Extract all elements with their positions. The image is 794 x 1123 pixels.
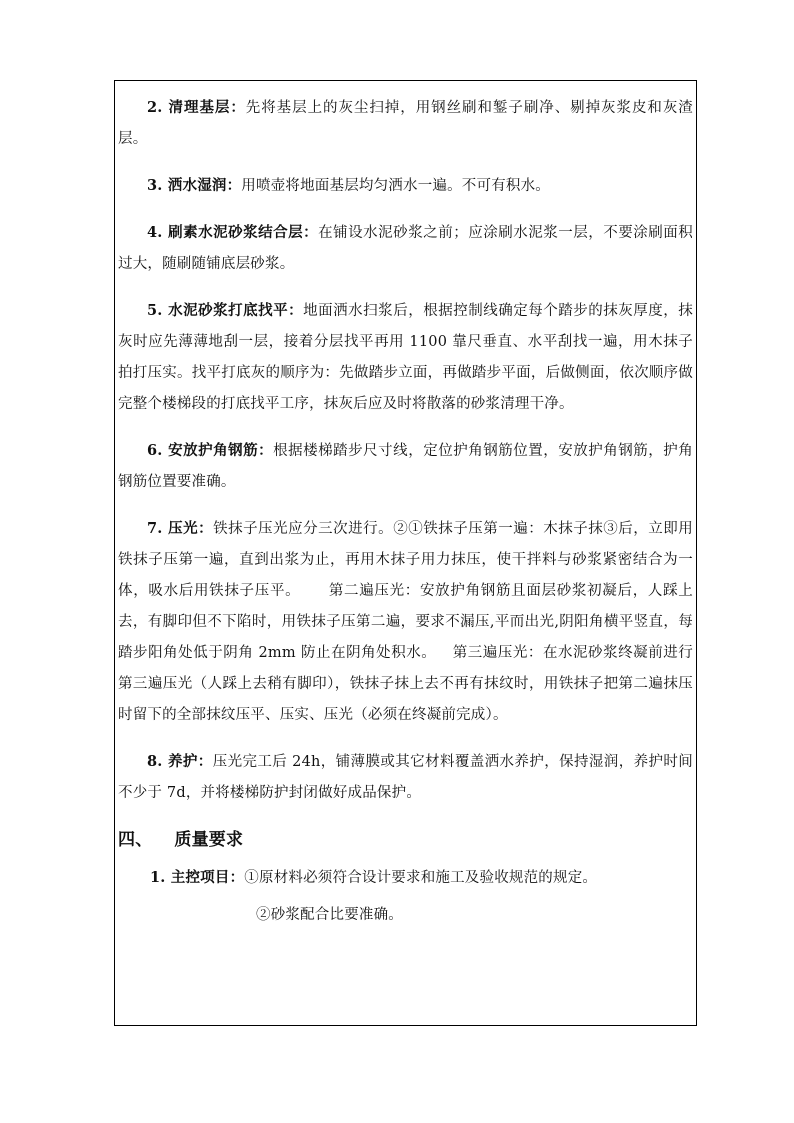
para-number: 8.: [147, 753, 168, 770]
para-number: 7.: [147, 520, 169, 537]
para-text-second-pass: 第二遍压光：安放护角钢筋且面层砂浆初凝后，人踩上去，有脚印但不下陷时，用铁抹子压第二遍，要求不漏压,平而出光,阴阳角横平竖直，每踏步阳角处低于阴角 2mm 防止在阴角处积水。: [118, 583, 693, 661]
para-number: 6.: [147, 442, 169, 459]
para-number: 3.: [147, 177, 168, 194]
para-title: 刷素水泥砂浆结合层：: [168, 224, 319, 241]
para-text-third-pass: 第三遍压光：在水泥砂浆终凝前进行第三遍压光（人踩上去稍有脚印），铁抹子抹上去不再有抹纹时，用铁抹子把第二遍抹压时留下的全部抹纹压平、压实、压光（必须在终凝前完成）。: [118, 645, 694, 723]
section-heading-quality: [118, 824, 693, 856]
paragraph-leveling: [118, 295, 693, 420]
document-body: [118, 92, 693, 931]
para-title: 清理基层：: [168, 99, 246, 116]
main-control-item-2: ②砂浆配合比要准确。: [256, 907, 403, 923]
section-title: 质量要求: [174, 830, 244, 850]
para-text: 地面洒水扫浆后，根据控制线确定每个踏步的抹灰厚度，抹灰时应先薄薄地刮一层，接着分层找平再用 1100 靠尺垂直、水平刮找一遍，用木抹子拍打压实。找平打底灰的顺序为：先做踏步立面，再做踏步平面，后做侧面，依次顺序做完整个楼梯段的打底找平工序，抹灰后应及时将散落的砂浆清理干净。: [118, 303, 693, 412]
section-number: 四、: [118, 830, 153, 850]
para-number: 5.: [147, 302, 169, 319]
item-label: 1. 主控项目：: [150, 869, 245, 886]
para-title: 洒水湿润：: [167, 177, 242, 194]
item-1: ①原材料必须符合设计要求和施工及验收规范的规定。: [244, 870, 598, 886]
paragraph-clean-base: [118, 92, 693, 155]
para-number: 2.: [147, 99, 169, 116]
para-text: 先将基层上的灰尘扫掉，用钢丝刷和錾子刷净、剔掉灰浆皮和灰渣层。: [118, 100, 693, 147]
para-number: 4.: [147, 224, 169, 241]
para-title: 压光：: [168, 520, 214, 537]
para-text: 压光完工后 24h，铺薄膜或其它材料覆盖洒水养护，保持湿润，养护时间不少于 7d，并将楼梯防护封闭做好成品保护。: [118, 754, 693, 801]
para-title: 安放护角钢筋：: [168, 442, 274, 459]
paragraph-troweling: [118, 513, 693, 731]
paragraph-bonding-layer: [118, 217, 693, 280]
frame-top-border: [114, 80, 697, 81]
para-title: 养护：: [167, 753, 213, 770]
para-text-first-pass: 铁抹子压光应分三次进行。②①铁抹子压第一遍：木抹子抹③后，立即用铁抹子压第一遍，直到出浆为止，再用木抹子用力抹压，使干拌料与砂浆紧密结合为一体，吸水后用铁抹子压平。: [118, 521, 693, 599]
para-text: 根据楼梯踏步尺寸线，定位护角钢筋位置，安放护角钢筋，护角钢筋位置要准确。: [118, 443, 693, 490]
para-text: 在铺设水泥砂浆之前；应涂刷水泥浆一层，不要涂刷面积过大，随刷随铺底层砂浆。: [118, 225, 693, 272]
para-text: 用喷壶将地面基层均匀洒水一遍。不可有积水。: [241, 178, 550, 194]
main-control-items: [118, 862, 693, 894]
paragraph-curing: [118, 746, 693, 809]
paragraph-corner-rebar: [118, 435, 693, 498]
paragraph-wetting: [118, 170, 693, 202]
para-title: 水泥砂浆打底找平：: [168, 302, 304, 319]
